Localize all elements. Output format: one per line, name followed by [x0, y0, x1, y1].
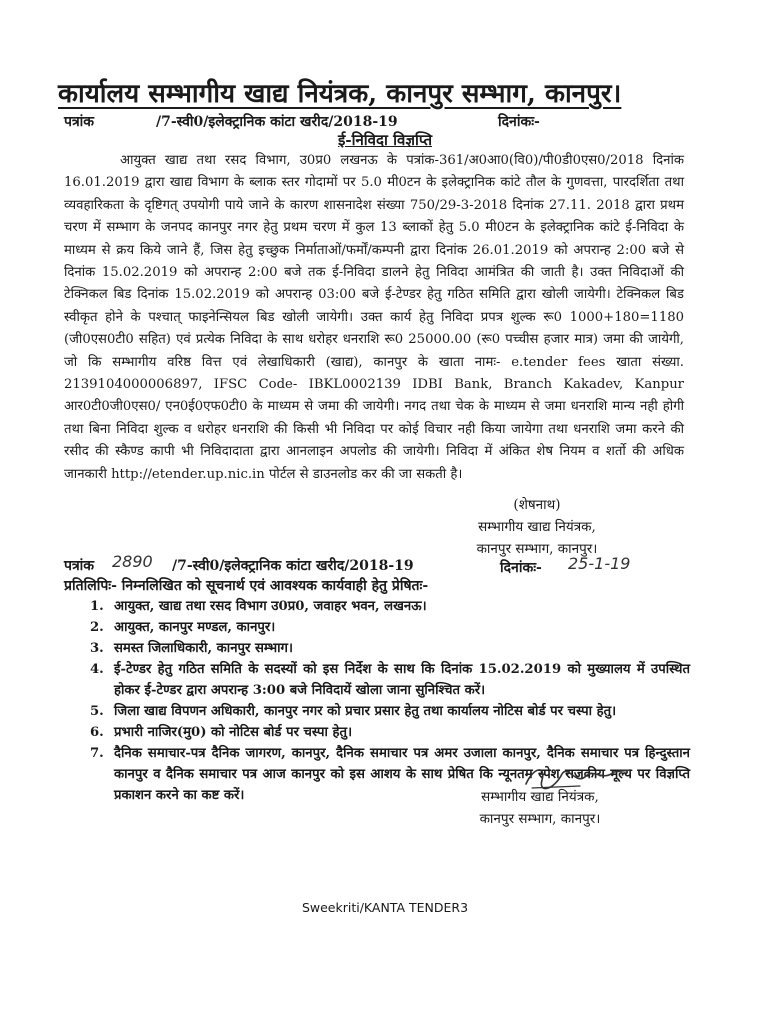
copy-reference-label: पत्रांक: [64, 558, 95, 574]
handwritten-date: 25-1-19: [568, 554, 631, 573]
reference-number: /7-स्वी0/इलेक्ट्रानिक कांटा खरीद/2018-19: [156, 114, 398, 130]
list-item: [90, 617, 690, 638]
list-number: 3.: [90, 641, 104, 656]
list-number: 1.: [90, 599, 104, 614]
list-text: प्रभारी नाजिर(मु0) को नोटिस बोर्ड पर चस्पा हेतु।: [114, 725, 353, 740]
list-text: आयुक्त, कानपुर मण्डल, कानपुर।: [114, 620, 276, 635]
body-paragraph: आयुक्त खाद्य तथा रसद विभाग, उ0प्र0 लखनऊ के पत्रांक-361/अ0आ0(वि0)/पी0डी0एस0/2018 दिनांक 16.01.2019 द्वारा खाद्य विभाग के ब्लाक स्तर गोदामों पर 5.0 मी0टन के इलेक्ट्रानिक कांटे तौल के गुणवत्ता, पारदर्शिता तथा व्यवहारिकता के दृष्टिगत् उपयोगी पाये जाने के कारण शासनादेश संख्या 750/29-3-2018 दिनांक 27.11. 2018 द्वारा प्रथम चरण में सम्भाग के जनपद कानपुर नगर हेतु प्रथम चरण में कुल 13 ब्लाकों हेतु 5.0 मी0टन के इलेक्ट्रानिक कांटे ई-निविदा के माध्यम से क्रय किये जाने हैं, जिस हेतु इच्छुक निर्माताओं/फर्मों/कम्पनी द्वारा दिनांक 26.01.2019 को अपरान्ह 2:00 बजे से दिनांक 15.02.2019 को अपरान्ह 2:00 बजे तक ई-निविदा डालने हेतु निविदा आमंत्रित की जाती है। उक्त निविदाओं की टेक्निकल बिड दिनांक 15.02.2019 को अपरान्ह 03:00 बजे ई-टेण्डर हेतु गठित समिति द्वारा खोली जायेगी। टेक्निकल बिड स्वीकृत होने के पश्चात् फाइनेन्सियल बिड खोली जायेगी। उक्त कार्य हेतु निविदा प्रपत्र शुल्क रू0 1000+180=1180 (जी0एस0टी0 सहित) एवं प्रत्येक निविदा के साथ धरोहर धनराशि रू0 25000.00 (रू0 पच्चीस हजार मात्र) जमा की जायेगी, जो कि सम्भागीय वरिष्ठ वित्त एवं लेखाधिकारी (खाद्य), कानपुर के खाता नामः- e.tender fees खाता संख्या. 2139104000006897, IFSC Code- IBKL0002139 IDBI Bank, Branch Kakadev, Kanpur आर0टी0जी0एस0/ एन0ई0एफ0टी0 के माध्यम से जमा की जायेगी। नगद तथा चेक के माध्यम से जमा धनराशि मान्य नही होगी तथा बिना निविदा शुल्क व धरोहर धनराशि की किसी भी निविदा पर कोई विचार नही किया जायेगा तथा धनराशि जमा करने की रसीद की स्कैण्ड कापी भी निविदादाता द्वारा आनलाइन अपलोड की जायेगी। निविदा में अंकित शेष नियम व शर्तो की अधिक जानकारी http://etender.up.nic.in पोर्टल से डाउनलोड कर की जा सकती है।: [64, 153, 684, 482]
copy-reference-line: [64, 552, 684, 578]
list-number: 6.: [90, 725, 104, 740]
copy-signatory-block: [460, 786, 620, 830]
list-item: [90, 638, 690, 659]
list-text: दैनिक समाचार-पत्र दैनिक जागरण, कानपुर, दैनिक समाचार पत्र अमर उजाला कानपुर, दैनिक समाचार पत्र हिन्दुस्तान कानपुर व दैनिक समाचार पत्र आज कानपुर को इस आशय के साथ प्रेषित कि न्यूनतम स्पेश राजकीय मूल्य पर विज्ञप्ति प्रकाशन करने का कष्ट करें।: [114, 746, 690, 803]
list-item: [90, 659, 690, 701]
copy-date-label: दिनांकः-: [500, 560, 542, 576]
list-number: 5.: [90, 704, 104, 719]
copy-heading: प्रतिलिपिः- निम्नलिखित को सूचनार्थ एवं आवश्यक कार्यवाही हेतु प्रेषितः-: [64, 578, 429, 594]
handwritten-reference-number: 2890: [112, 552, 153, 571]
reference-line: [64, 112, 684, 132]
list-number: 4.: [90, 662, 104, 677]
date-label: दिनांकः-: [498, 114, 540, 130]
list-text: समस्त जिलाधिकारी, कानपुर सम्भाग।: [114, 641, 293, 656]
signatory-designation: सम्भागीय खाद्य नियंत्रक,: [478, 519, 596, 535]
copy-reference-number: /7-स्वी0/इलेक्ट्रानिक कांटा खरीद/2018-19: [172, 558, 414, 574]
list-text: ई-टेण्डर हेतु गठित समिति के सदस्यों को इस निर्देश के साथ कि दिनांक 15.02.2019 को मुख्यालय में उपस्थित होकर ई-टेण्डर द्वारा अपरान्ह 3:00 बजे निविदायें खोला जाना सुनिश्चित करें।: [114, 662, 690, 698]
list-item: [90, 701, 690, 722]
file-reference-footer: Sweekriti/KANTA TENDER3: [301, 900, 469, 915]
copy-signatory-place: कानपुर सम्भाग, कानपुर।: [479, 811, 601, 827]
office-heading: कार्यालय सम्भागीय खाद्य नियंत्रक, कानपुर सम्भाग, कानपुर।: [58, 79, 622, 109]
list-number: 2.: [90, 620, 104, 635]
list-item: [90, 722, 690, 743]
notice-body: [64, 150, 684, 486]
signatory-place: कानपुर सम्भाग, कानपुर।: [476, 541, 598, 557]
list-item: [90, 596, 690, 617]
list-number: 7.: [90, 746, 104, 761]
list-text: जिला खाद्य विपणन अधिकारी, कानपुर नगर को प्रचार प्रसार हेतु तथा कार्यालय नोटिस बोर्ड पर चस्पा हेतु।: [114, 704, 617, 719]
notice-subject: ई-निविदा विज्ञप्ति: [338, 131, 432, 149]
copy-signatory-designation: सम्भागीय खाद्य नियंत्रक,: [481, 789, 599, 805]
signatory-name: (शेषनाथ): [513, 497, 561, 513]
reference-label: पत्रांक: [64, 114, 95, 130]
list-text: आयुक्त, खाद्य तथा रसद विभाग उ0प्र0, जवाहर भवन, लखनऊ।: [114, 599, 427, 614]
signatory-block: [462, 494, 612, 560]
